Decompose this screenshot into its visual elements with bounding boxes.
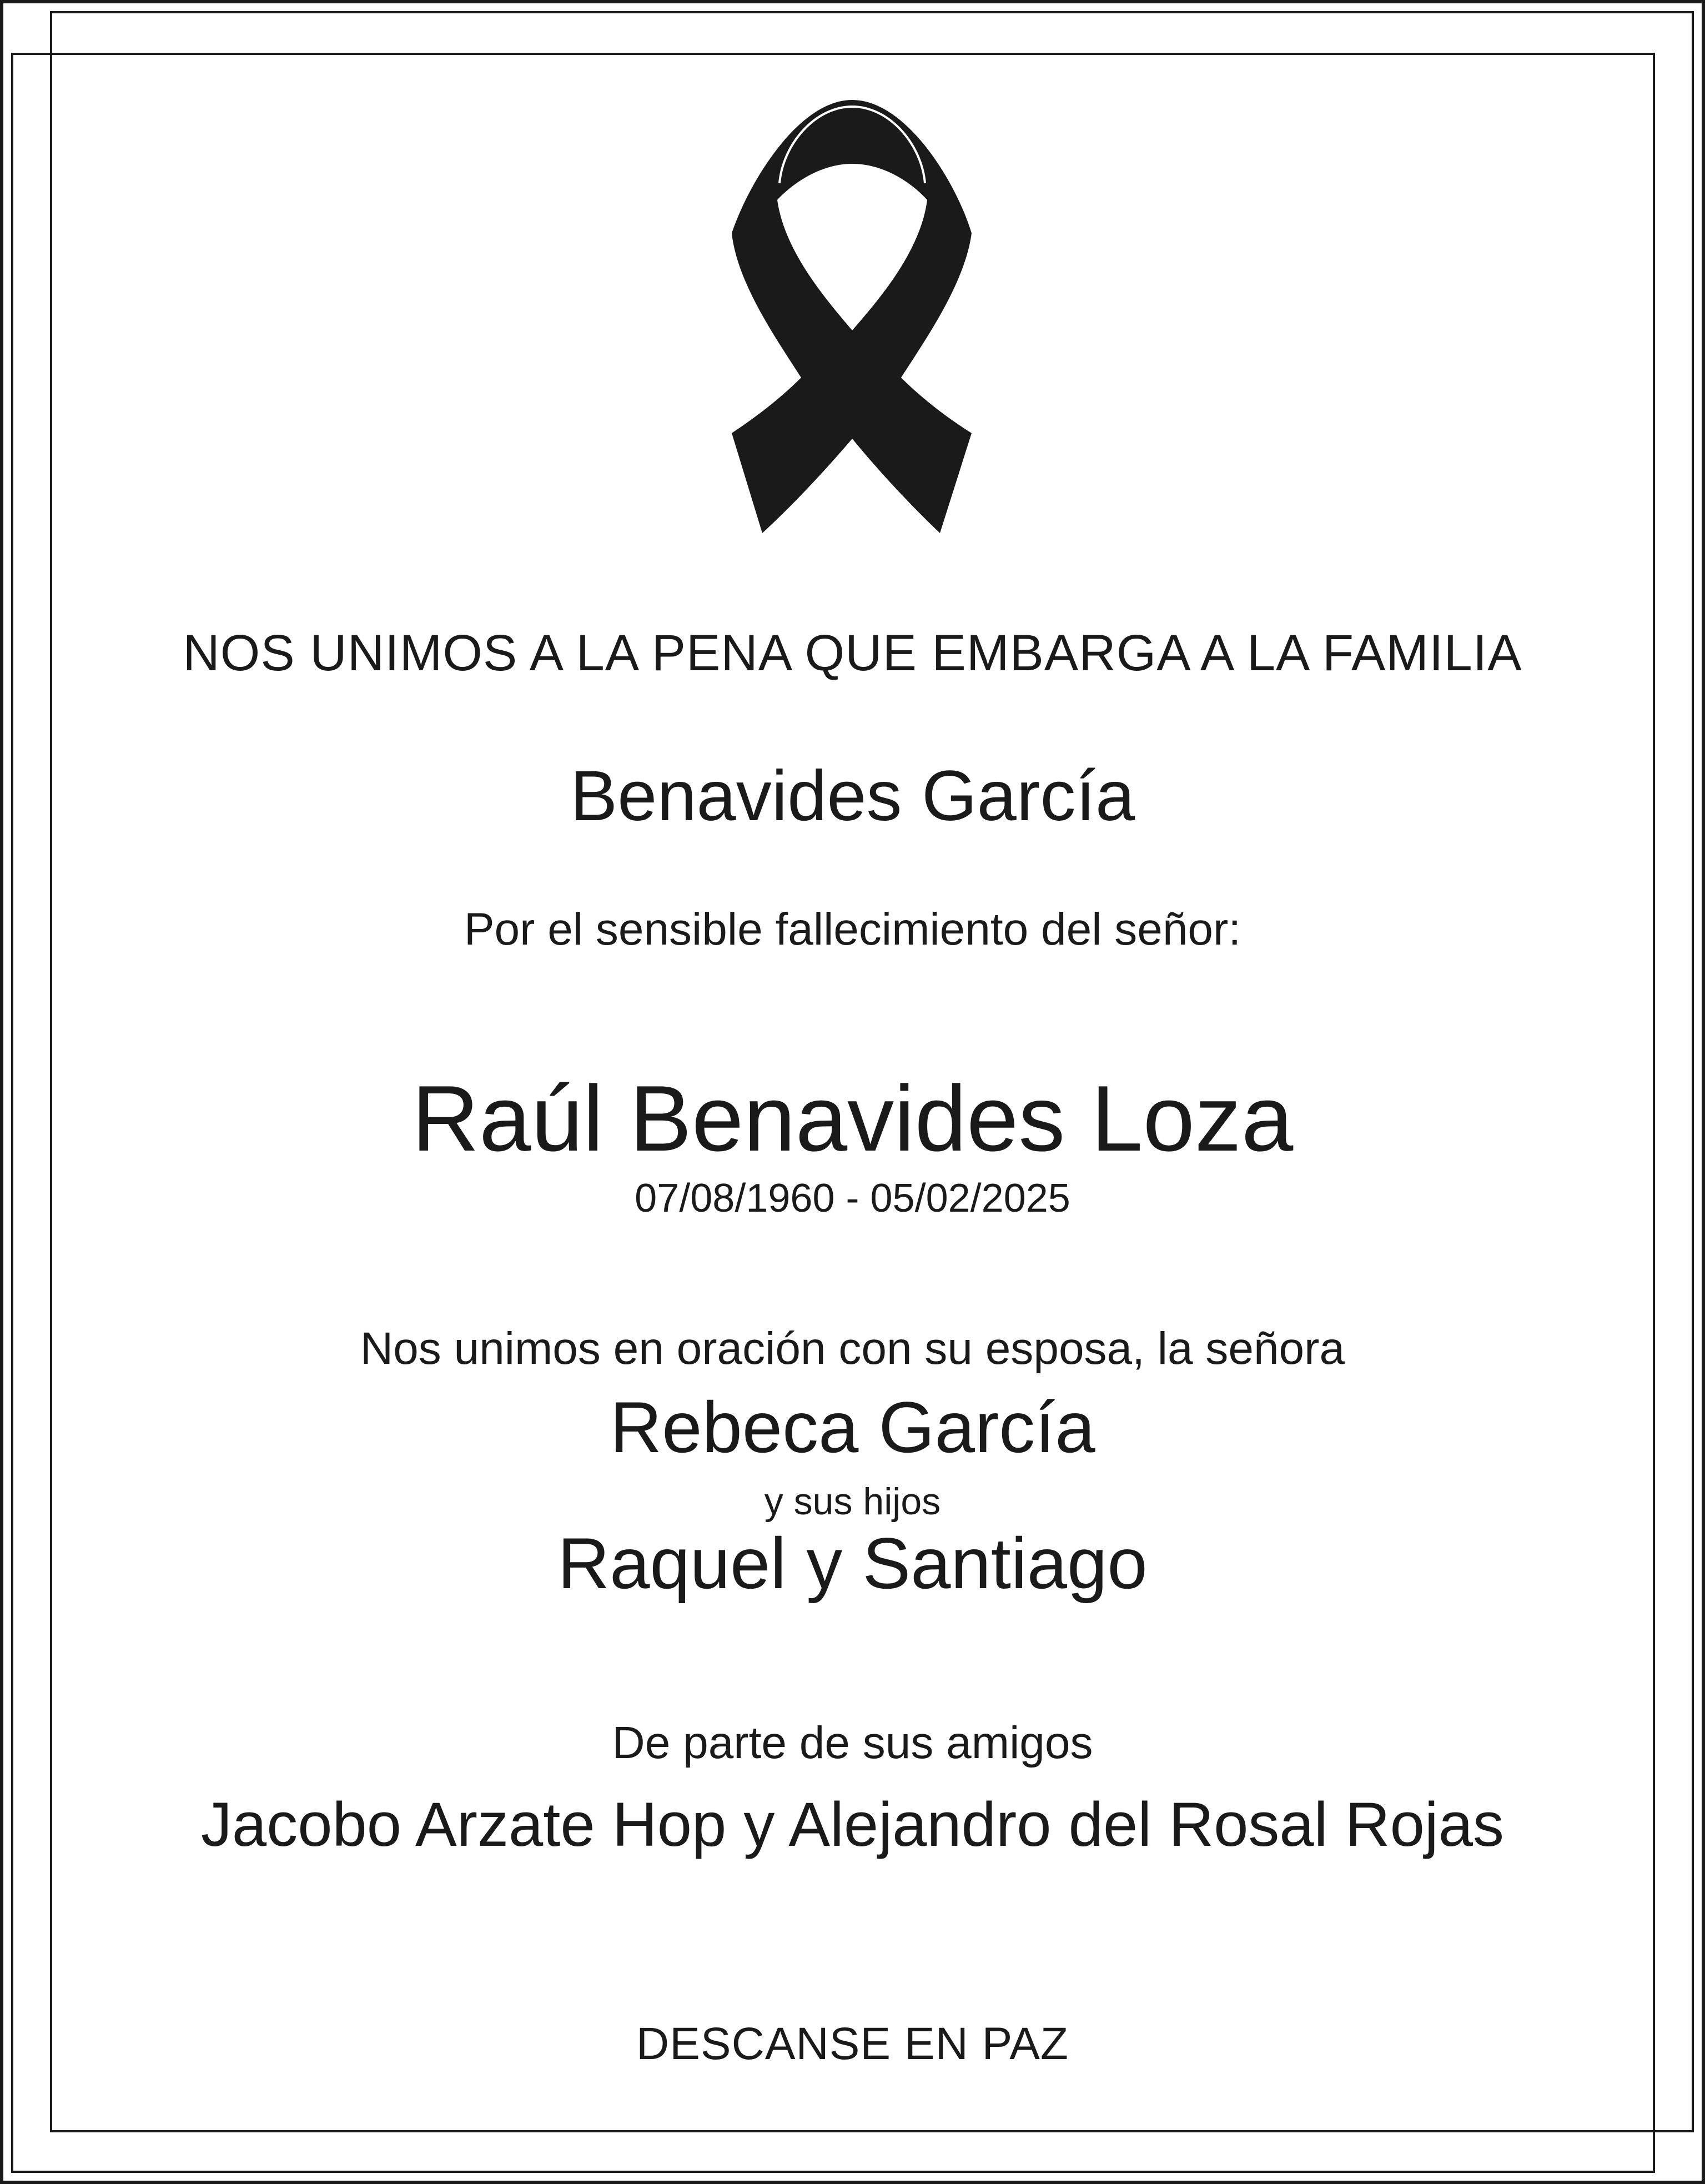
family-name: Benavides García — [570, 756, 1135, 836]
closing-text: DESCANSE EN PAZ — [636, 2019, 1069, 2069]
intro-text: Por el sensible fallecimiento del señor: — [464, 904, 1241, 955]
prayer-text: Nos unimos en oración con su esposa, la señora — [360, 1323, 1345, 1374]
children-intro: y sus hijos — [764, 1480, 941, 1523]
children-names: Raquel y Santiago — [557, 1523, 1148, 1604]
deceased-name: Raúl Benavides Loza — [411, 1066, 1294, 1171]
headline: NOS UNIMOS A LA PENA QUE EMBARGA A LA FAMILIA — [183, 625, 1522, 681]
life-dates: 07/08/1960 - 05/02/2025 — [635, 1176, 1070, 1221]
from-text: De parte de sus amigos — [612, 1718, 1093, 1768]
friends-names: Jacobo Arzate Hop y Alejandro del Rosal Rojas — [200, 1790, 1505, 1859]
mourning-ribbon-icon — [732, 100, 973, 533]
wife-name: Rebeca García — [610, 1387, 1095, 1468]
